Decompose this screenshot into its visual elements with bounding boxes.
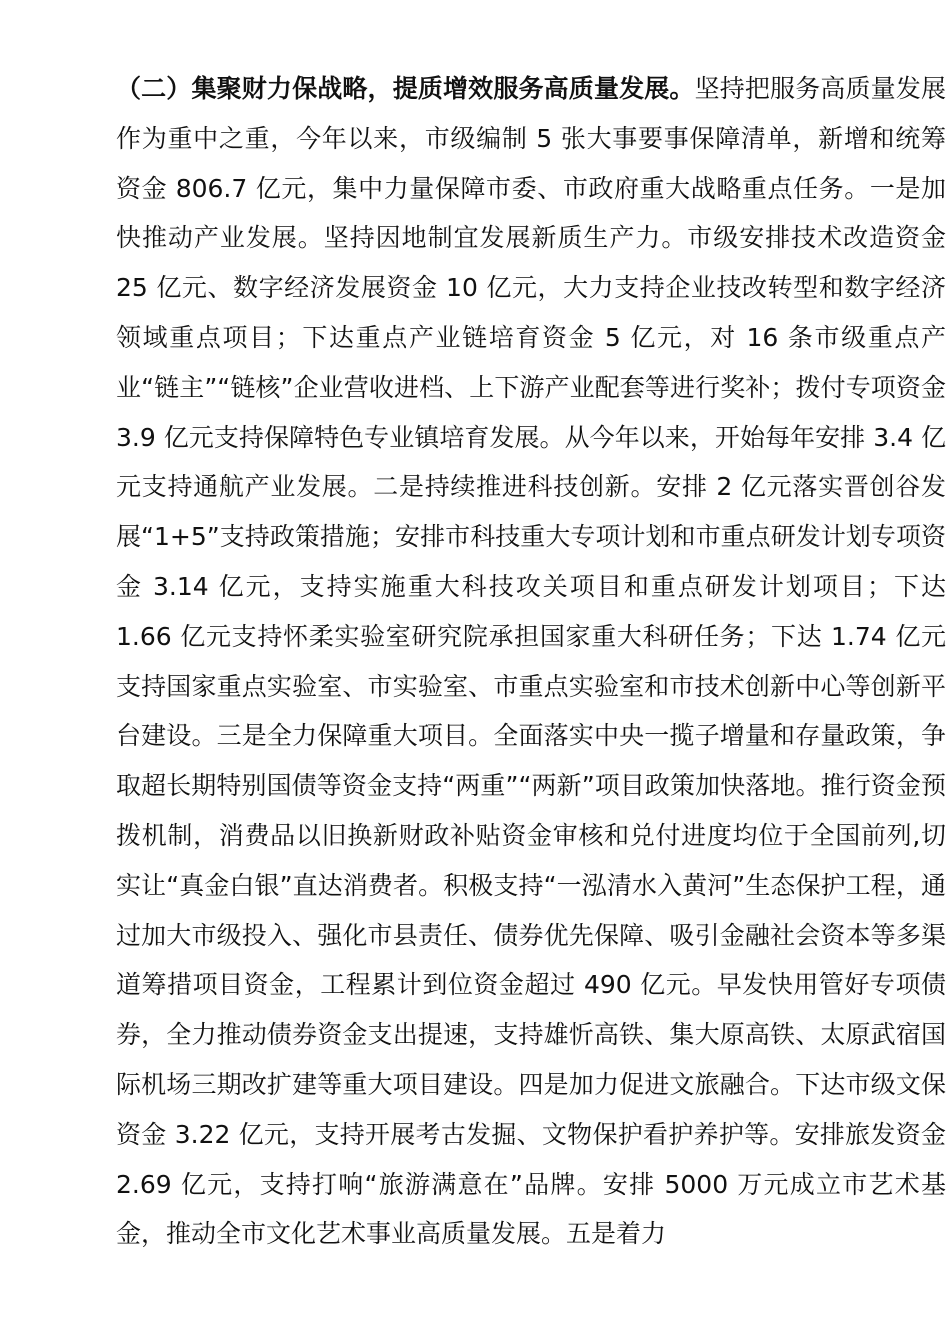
paragraph [58, 64, 946, 1259]
paragraph-body: 坚持把服务高质量发展作为重中之重，今年以来，市级编制 5 张大事要事保障清单，新增和统筹资金 806.7 亿元，集中力量保障市委、市政府重大战略重点任务。一是加快推动产业发展。坚持因地制宜发展新质生产力。市级安排技术改造资金 25 亿元、数字经济发展资金 10 亿元，大力支持企业技改转型和数字经济领域重点项目；下达重点产业链培育资金 5 亿元，对 16 条市级重点产业“链主”“链核”企业营收进档、上下游产业配套等进行奖补；拨付专项资金 3.9 亿元支持保障特色专业镇培育发展。从今年以来，开始每年安排 3.4 亿元支持通航产业发展。二是持续推进科技创新。安排 2 亿元落实晋创谷发展“1+5”支持政策措施；安排市科技重大专项计划和市重点研发计划专项资金 3.14 亿元，支持实施重大科技攻关项目和重点研发计划项目；下达 1.66 亿元支持怀柔实验室研究院承担国家重大科研任务；下达 1.74 亿元支持国家重点实验室、市实验室、市重点实验室和市技术创新中心等创新平台建设。三是全力保障重大项目。全面落实中央一揽子增量和存量政策，争取超长期特别国债等资金支持“两重”“两新”项目政策加快落地。推行资金预拨机制，消费品以旧换新财政补贴资金审核和兑付进度均位于全国前列,切实让“真金白银”直达消费者。积极支持“一泓清水入黄河”生态保护工程，通过加大市级投入、强化市县责任、债券优先保障、吸引金融社会资本等多渠道筹措项目资金，工程累计到位资金超过 490 亿元。早发快用管好专项债券，全力推动债券资金支出提速，支持雄忻高铁、集大原高铁、太原武宿国际机场三期改扩建等重大项目建设。四是加力促进文旅融合。下达市级文保资金 3.22 亿元，支持开展考古发掘、文物保护看护养护等。安排旅发资金 2.69 亿元，支持打响“旅游满意在”品牌。安排 5000 万元成立市艺术基金，推动全市文化艺术事业高质量发展。五是着力 [116, 74, 946, 1249]
section-heading: （二）集聚财力保战略，提质增效服务高质量发展。 [116, 74, 695, 103]
